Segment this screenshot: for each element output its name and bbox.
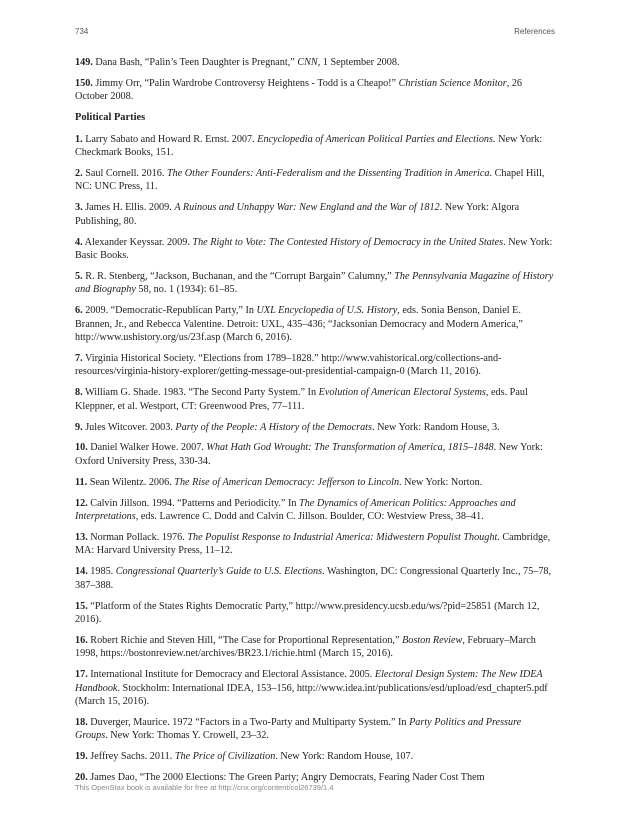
reference-number: 19.: [75, 751, 88, 763]
reference-text: 58, no. 1 (1934): 61–85.: [135, 284, 238, 296]
reference-title: UXL Encyclopedia of U.S. History: [256, 305, 398, 317]
reference-text: Robert Richie and Steven Hill, “The Case for Proportional Representation,”: [90, 634, 403, 646]
reference-text: Saul Cornell. 2016.: [85, 167, 167, 179]
reference-text: . New York: Oxford University Press, 330-34.: [75, 442, 543, 467]
reference-text: . Washington, DC: Congressional Quarterly Inc., 75–78, 387–388.: [75, 566, 552, 591]
reference-text: , eds. Paul Kleppner, et al. Westport, CT: Greenwood Pres, 77–111.: [75, 387, 528, 412]
reference-number: 9.: [75, 421, 83, 433]
reference-item: [75, 441, 555, 468]
reference-title: Electoral Design System: The New IDEA Handbook: [75, 669, 543, 694]
reference-text: Norman Pollack. 1976.: [90, 531, 188, 543]
reference-number: 149.: [75, 57, 93, 68]
reference-text: New York: Checkmark Books, 151.: [75, 133, 543, 159]
reference-text: Larry Sabato and Howard R. Ernst. 2007.: [85, 133, 258, 145]
reference-text: “Platform of the States Rights Democratic Party,” http://www.presidency.ucsb.edu/ws/?pid=25851 (March 12, 2016).: [75, 600, 540, 625]
reference-text: 2009. “Democratic-Republican Party,” In: [85, 305, 257, 317]
reference-item: [75, 668, 555, 708]
section-title: Political Parties: [75, 112, 146, 124]
reference-number: 20.: [75, 772, 88, 784]
reference-text: . New York: Norton.: [399, 476, 483, 488]
reference-number: 15.: [75, 600, 88, 612]
reference-item: [75, 133, 555, 160]
reference-number: 7.: [75, 352, 83, 364]
reference-text: Jules Witcover. 2003.: [85, 421, 176, 433]
reference-text: Alexander Keyssar. 2009.: [84, 236, 193, 248]
reference-item: [75, 201, 555, 228]
reference-title: What Hath God Wrought: The Transformation of America, 1815–1848: [206, 442, 494, 454]
reference-text: . Stockholm: International IDEA, 153–156, http://www.idea.int/publications/esd/upload/esd_chapter5.pdf (March 15, 2016).: [75, 682, 548, 708]
reference-item: [75, 352, 555, 379]
reference-title: The Populist Response to Industrial America: Midwestern Populist Thought: [187, 531, 498, 543]
reference-item: [75, 634, 555, 661]
reference-text: . New York: Thomas Y. Crowell, 23–32.: [105, 730, 269, 742]
reference-text: . Chapel Hill, NC: UNC Press, 11.: [75, 167, 545, 193]
reference-text: Calvin Jillson. 1994. “Patterns and Periodicity.” In: [90, 497, 299, 509]
reference-item: [75, 167, 555, 194]
reference-number: 8.: [75, 387, 83, 399]
reference-text: James Dao, “The 2000 Elections: The Green Party; Angry Democrats, Fearing Nader Cost Them: [90, 772, 485, 784]
reference-text: 1985.: [90, 566, 116, 578]
reference-item: [75, 716, 555, 743]
reference-title: Evolution of American Electoral Systems: [318, 387, 486, 399]
reference-text: Virginia Historical Society. “Elections from 1789–1828.” http://www.vahistorical.org/collections-and-resources/virginia-history-explorer/getting-message-out-presidential-campaign-0 (March 11, 2016).: [75, 352, 502, 378]
reference-number: 3.: [75, 202, 83, 214]
reference-text: . Cambridge, MA: Harvard University Press, 11–12.: [75, 531, 551, 557]
reference-item: [75, 304, 555, 344]
reference-title: The Pennsylvania Magazine of History and Biography: [75, 270, 554, 296]
reference-item: [75, 531, 555, 558]
reference-text: . New York: Random House, 3.: [371, 421, 500, 433]
reference-title: Congressional Quarterly’s Guide to U.S. Elections: [115, 566, 323, 578]
footer-note: This OpenStax book is available for free at http://cnx.org/content/col26739/1.4: [75, 783, 334, 792]
references-content: [75, 56, 555, 792]
reference-title: A Ruinous and Unhappy War: New England and the War of 1812: [174, 202, 440, 214]
reference-title: Christian Science Monitor: [398, 77, 507, 89]
reference-text: Duverger, Maurice. 1972 “Factors in a Two-Party and Multiparty System.” In: [90, 716, 410, 728]
reference-text: , February–March 1998, https://bostonreview.net/archives/BR23.1/richie.html (March 15, 2016).: [75, 634, 536, 660]
reference-title: CNN: [297, 57, 318, 68]
reference-item: [75, 497, 555, 524]
reference-text: William G. Shade. 1983. “The Second Party System.” In: [85, 387, 319, 399]
reference-number: 4.: [75, 236, 83, 248]
reference-number: 5.: [75, 270, 83, 282]
reference-title: The Price of Civilization: [174, 751, 276, 763]
reference-number: 11.: [75, 476, 88, 488]
reference-number: 2.: [75, 167, 83, 179]
reference-item: [75, 270, 555, 297]
reference-item: [75, 750, 555, 763]
reference-title: The Rise of American Democracy: Jefferson to Lincoln: [174, 476, 400, 488]
reference-item: [75, 565, 555, 592]
reference-text: James H. Ellis. 2009.: [85, 202, 175, 214]
reference-title: Encyclopedia of American Political Parties and Elections.: [257, 133, 496, 145]
reference-text: , 26 October 2008.: [75, 77, 522, 103]
reference-text: Dana Bash, “Palin’s Teen Daughter is Pregnant,”: [95, 57, 298, 68]
reference-title: Boston Review: [402, 634, 463, 646]
reference-text: , 1 September 2008.: [317, 57, 400, 68]
reference-text: . New York: Random House, 107.: [275, 751, 414, 763]
reference-text: R. R. Stenberg, “Jackson, Buchanan, and the “Corrupt Bargain” Calumny,”: [85, 270, 395, 282]
reference-text: International Institute for Democracy and Electoral Assistance. 2005.: [90, 669, 375, 681]
reference-title: Party Politics and Pressure Groups: [75, 716, 522, 742]
reference-item: [75, 386, 555, 413]
reference-text: , eds. Lawrence C. Dodd and Calvin C. Jillson. Boulder, CO: Westview Press, 38–41.: [135, 511, 484, 523]
reference-number: 13.: [75, 531, 88, 543]
references-list-previous: [75, 56, 555, 104]
reference-number: 1.: [75, 133, 83, 145]
running-header: References: [514, 27, 555, 36]
page-number: 734: [75, 27, 89, 36]
reference-item: [75, 600, 555, 627]
reference-number: 12.: [75, 497, 88, 509]
reference-number: 6.: [75, 305, 83, 317]
references-list: [75, 133, 555, 785]
reference-text: Jimmy Orr, “Palin Wardrobe Controversy Heightens - Todd is a Cheapo!”: [95, 77, 399, 89]
reference-item: [75, 476, 555, 489]
reference-number: 150.: [75, 77, 93, 89]
reference-text: . New York: Algora Publishing, 80.: [75, 202, 520, 227]
reference-text: Jeffrey Sachs. 2011.: [90, 751, 175, 763]
reference-title: The Other Founders: Anti-Federalism and the Dissenting Tradition in America: [166, 167, 490, 179]
reference-item: [75, 421, 555, 434]
reference-title: The Dynamics of American Politics: Approaches and Interpretations: [75, 497, 516, 523]
reference-title: Party of the People: A History of the Democrats: [175, 421, 372, 433]
reference-number: 10.: [75, 442, 88, 454]
reference-number: 16.: [75, 634, 88, 646]
reference-title: The Right to Vote: The Contested History of Democracy in the United States: [192, 236, 504, 248]
reference-item: [75, 236, 555, 263]
reference-text: Daniel Walker Howe. 2007.: [90, 442, 207, 454]
reference-item: [75, 56, 555, 69]
reference-number: 18.: [75, 716, 88, 728]
reference-text: Sean Wilentz. 2006.: [89, 476, 175, 488]
reference-text: . New York: Basic Books.: [75, 236, 553, 261]
reference-number: 17.: [75, 669, 88, 681]
reference-item: [75, 77, 555, 104]
reference-number: 14.: [75, 566, 88, 578]
reference-text: , eds. Sonia Benson, Daniel E. Brannen, Jr., and Rebecca Valentine. Detroit: UXL, 435–436; “Jacksonian Democracy and Modern America,” http://www.ushistory.org/us/23f.asp (March 6, 2016).: [75, 305, 523, 343]
